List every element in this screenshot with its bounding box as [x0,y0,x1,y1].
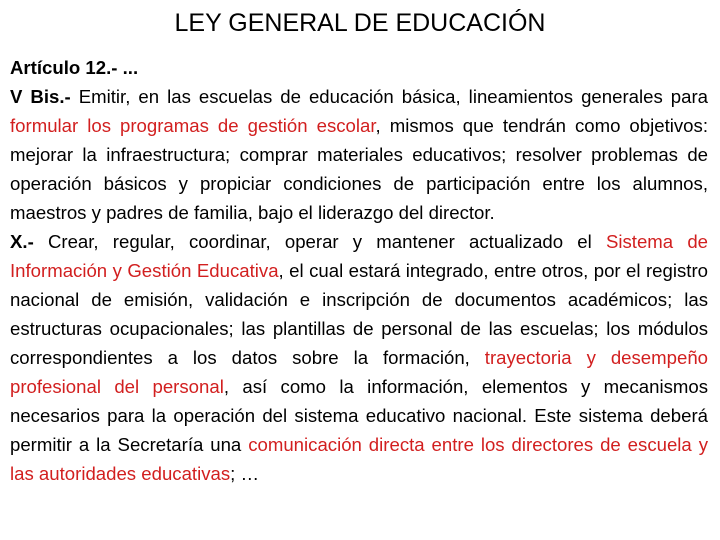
section-label: X.- [10,231,34,252]
document-title: LEY GENERAL DE EDUCACIÓN [174,9,546,37]
section-text: , mismos que tendrán como objetivos: mejorar la infraestructura; comprar materiales educativos; resolver problemas de operación básicos y propiciar condiciones de participación entre los alumnos, maestros y padres de familia, bajo el liderazgo del director. [10,115,708,223]
section-text: , así como la información, elementos y mecanismos necesarios para la operación del sistema educativo nacional. Este sistema deberá permitir a la Secretaría una [10,376,708,455]
highlighted-text: formular los programas de gestión escolar [10,115,376,136]
highlighted-text: comunicación directa entre los directores de escuela y las autoridades educativas [10,434,708,484]
section-v-bis [10,82,708,227]
section-text: , el cual estará integrado, entre otros, por el registro nacional de emisión, validación e inscripción de documentos académicos; las estructuras ocupacionales; las plantillas de personal de las escuelas; los módulos correspondientes a los datos sobre la formación, [10,260,708,368]
section-text: Crear, regular, coordinar, operar y mantener actualizado el [33,231,606,252]
highlighted-text: Sistema de Información y Gestión Educativa [10,231,709,281]
section-x [10,227,708,488]
highlighted-text: trayectoria y desempeño profesional del personal [10,347,709,397]
section-label: V Bis.- [10,86,71,107]
document-body [10,53,708,488]
section-text: ; … [230,463,260,484]
article-heading: Artículo 12.- ... [10,57,139,78]
section-text: Emitir, en las escuelas de educación básica, lineamientos generales para [70,86,708,107]
